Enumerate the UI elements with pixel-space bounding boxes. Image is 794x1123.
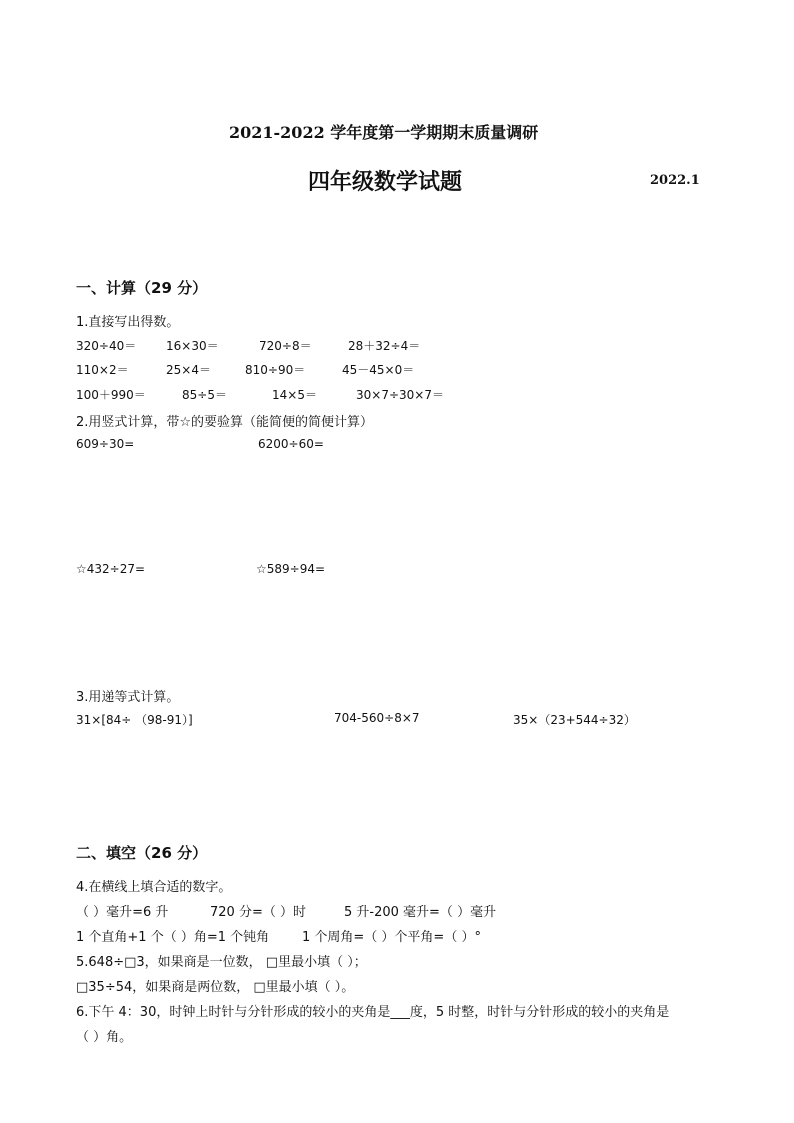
calc-item: 110×2＝	[76, 363, 129, 377]
calc-item: 28＋32÷4＝	[348, 339, 421, 353]
calc-item: 45－45×0＝	[342, 363, 415, 377]
section2-heading: 二、填空（26 分）	[76, 844, 208, 862]
fill-item: 720 分=（ ）时	[210, 905, 306, 920]
q1-prompt: 1.直接写出得数。	[76, 315, 180, 330]
fill-item: 1 个直角+1 个（ ）角=1 个钝角	[76, 930, 270, 945]
fill-item: 1 个周角=（ ）个平角=（ ）°	[302, 930, 481, 945]
vertical-calc-item: 609÷30=	[76, 437, 135, 451]
q5-line1: 5.648÷□3，如果商是一位数， □里最小填（ ）；	[76, 955, 367, 970]
fill-item: 5 升-200 毫升=（ ）毫升	[344, 905, 497, 920]
vertical-calc-item: ☆589÷94=	[256, 562, 326, 576]
calc-item: 25×4＝	[166, 363, 211, 377]
page-title: 四年级数学试题	[308, 169, 463, 195]
q5-line2: □35÷54，如果商是两位数， □里最小填（ ）。	[76, 980, 355, 995]
calc-item: 30×7÷30×7＝	[356, 388, 444, 402]
calc-item: 16×30＝	[166, 339, 219, 353]
exam-date: 2022.1	[650, 173, 700, 188]
vertical-calc-item: ☆432÷27=	[76, 562, 146, 576]
q6-line2: （ ）角。	[76, 1030, 133, 1045]
calc-item: 14×5＝	[272, 388, 317, 402]
exam-line: 2021-2022 学年度第一学期期末质量调研	[229, 123, 539, 142]
vertical-calc-item: 6200÷60=	[258, 437, 324, 451]
calc-item: 85÷5＝	[182, 388, 227, 402]
stepwise-calc-item: 35×（23+544÷32）	[513, 713, 636, 727]
section1-heading: 一、计算（29 分）	[76, 279, 208, 297]
q6-line1: 6.下午 4：30，时钟上时针与分针形成的较小的夹角是___度，5 时整，时针与分针形成的较小的夹角是	[76, 1005, 670, 1020]
calc-item: 720÷8＝	[259, 339, 312, 353]
stepwise-calc-item: 31×[84÷ （98-91）]	[76, 713, 193, 727]
fill-item: （ ）毫升=6 升	[76, 905, 169, 920]
calc-item: 810÷90＝	[245, 363, 306, 377]
q3-prompt: 3.用递等式计算。	[76, 690, 180, 705]
q2-prompt: 2.用竖式计算，带☆的要验算（能简便的简便计算）	[76, 415, 374, 430]
stepwise-calc-item: 704-560÷8×7	[334, 711, 420, 725]
calc-item: 320÷40＝	[76, 339, 137, 353]
calc-item: 100＋990＝	[76, 388, 146, 402]
q4-prompt: 4.在横线上填合适的数字。	[76, 880, 232, 895]
